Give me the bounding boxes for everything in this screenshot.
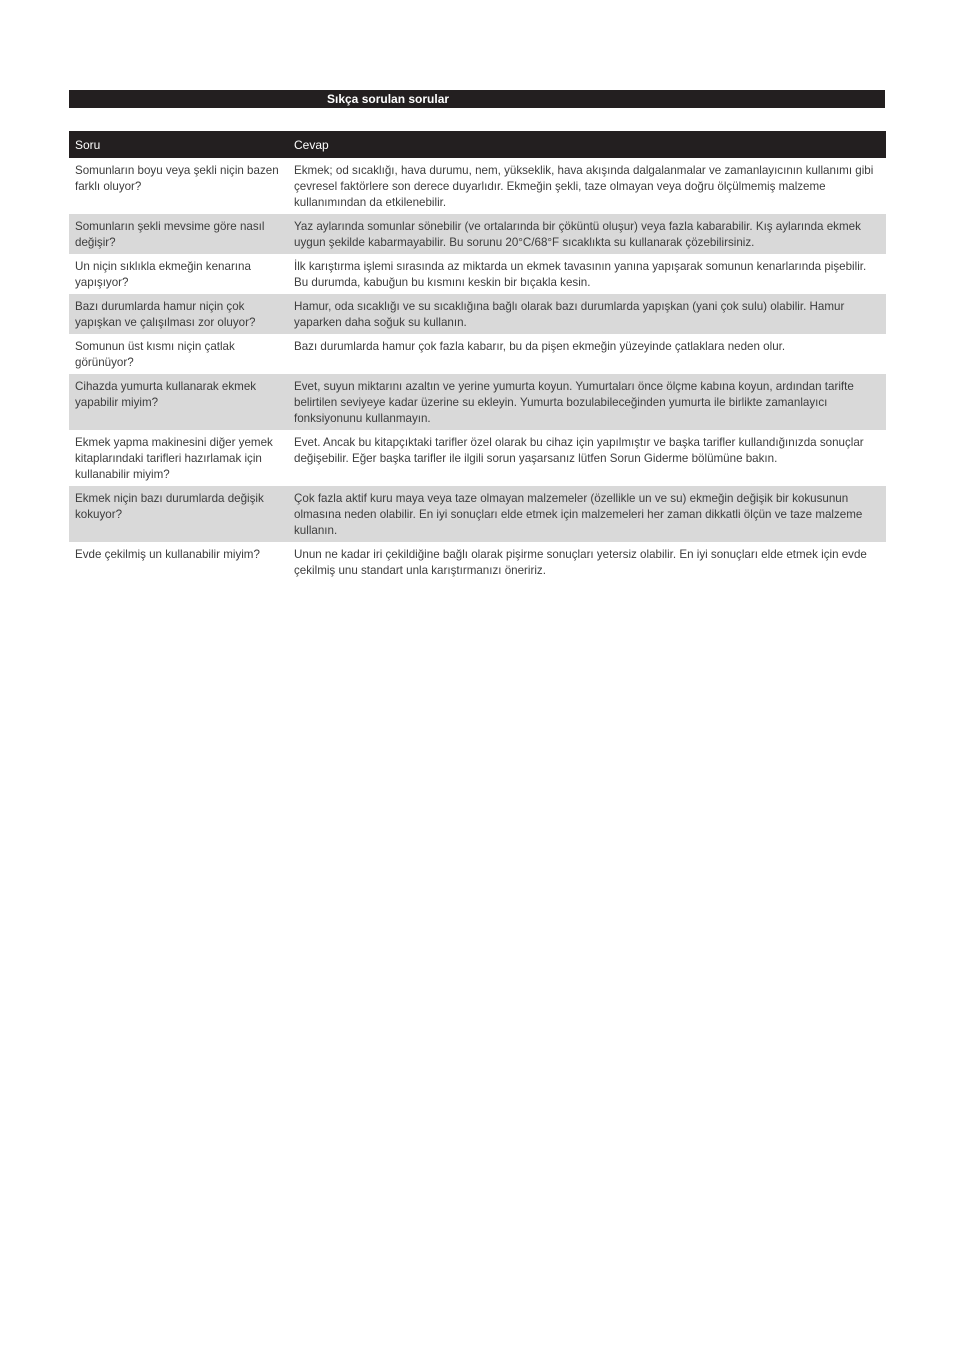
- faq-table: [69, 131, 886, 582]
- table-row: [69, 374, 886, 430]
- question-cell: Ekmek niçin bazı durumlarda değişik kokuyor?: [69, 486, 288, 542]
- question-cell: Ekmek yapma makinesini diğer yemek kitaplarındaki tarifleri hazırlamak için kullanabilir miyim?: [75, 436, 273, 481]
- table-row: [69, 254, 886, 294]
- table-row: [69, 214, 886, 254]
- answer-cell: Hamur, oda sıcaklığı ve su sıcaklığına bağlı olarak bazı durumlarda yapışkan (yani çok sulu) olabilir. Hamur yaparken daha soğuk su kullanın.: [288, 294, 886, 334]
- question-cell: Cihazda yumurta kullanarak ekmek yapabilir miyim?: [69, 374, 288, 430]
- table-row: [69, 294, 886, 334]
- answer-cell: Yaz aylarında somunlar sönebilir (ve ortalarında bir çöküntü oluşur) veya fazla kabarabilir. Kış aylarında ekmek uygun şekilde kabarmayabilir. Bu sorunu 20°C/68°F sıcaklıkta su kullanarak çözebilirsiniz.: [288, 214, 886, 254]
- answer-cell: Ekmek; od sıcaklığı, hava durumu, nem, yükseklik, hava akışında dalgalanmalar ve zamanlayıcının kullanımı gibi çevresel faktörlere son derece duyarlıdır. Ekmeğin şekli, taze olmayan veya doğru ölçülmemiş malzeme kullanımından da etkilenebilir.: [294, 164, 874, 209]
- question-cell: Somunların boyu veya şekli niçin bazen farklı oluyor?: [75, 164, 279, 193]
- table-header-row: [69, 131, 886, 158]
- question-cell: Somunun üst kısmı niçin çatlak görünüyor?: [75, 340, 235, 369]
- header-question: Soru: [69, 131, 288, 158]
- section-title: Sıkça sorulan sorular: [327, 92, 450, 106]
- question-cell: Bazı durumlarda hamur niçin çok yapışkan ve çalışılması zor oluyor?: [69, 294, 288, 334]
- answer-cell: Unun ne kadar iri çekildiğine bağlı olarak pişirme sonuçları yetersiz olabilir. En iyi sonuçları elde etmek için evde çekilmiş unu standart unla karıştırmanızı öneririz.: [294, 548, 867, 577]
- table-row: [69, 542, 886, 582]
- question-cell: Somunların şekli mevsime göre nasıl değişir?: [69, 214, 288, 254]
- answer-cell: Evet. Ancak bu kitapçıktaki tarifler özel olarak bu cihaz için yapılmıştır ve başka tarifler kullandığınızda sonuçlar değişebilir. Eğer başka tarifler ile ilgili sorun yaşarsanız lütfen Sorun Giderme bölümüne bakın.: [294, 436, 864, 465]
- answer-cell: Bazı durumlarda hamur çok fazla kabarır, bu da pişen ekmeğin yüzeyinde çatlaklara neden olur.: [294, 340, 786, 353]
- table-row: [69, 158, 886, 214]
- answer-cell: Evet, suyun miktarını azaltın ve yerine yumurta koyun. Yumurtaları önce ölçme kabına koyun, ardından tarifte belirtilen seviyeye kadar üzerine su ekleyin. Yumurta bozulabileceğinden yumurta ile birlikte zamanlayıcı fonksiyonunu kullanmayın.: [288, 374, 886, 430]
- header-answer: Cevap: [288, 131, 886, 158]
- answer-cell: Çok fazla aktif kuru maya veya taze olmayan malzemeler (özellikle un ve su) ekmeğin değişik bir kokusunun olmasına neden olabilir. En iyi sonuçları elde etmek için malzemeleri her zaman dikkatli ölçün ve taze malzeme kullanın.: [288, 486, 886, 542]
- table-row: [69, 334, 886, 374]
- answer-cell: İlk karıştırma işlemi sırasında az miktarda un ekmek tavasının yanına yapışarak somunun kenarlarında pişebilir. Bu durumda, kabuğun bu kısmını keskin bir bıçakla kesin.: [294, 260, 867, 289]
- question-cell: Un niçin sıklıkla ekmeğin kenarına yapışıyor?: [75, 260, 251, 289]
- question-cell: Evde çekilmiş un kullanabilir miyim?: [75, 548, 260, 561]
- section-title-bar: [69, 90, 885, 108]
- table-row: [69, 486, 886, 542]
- table-row: [69, 430, 886, 486]
